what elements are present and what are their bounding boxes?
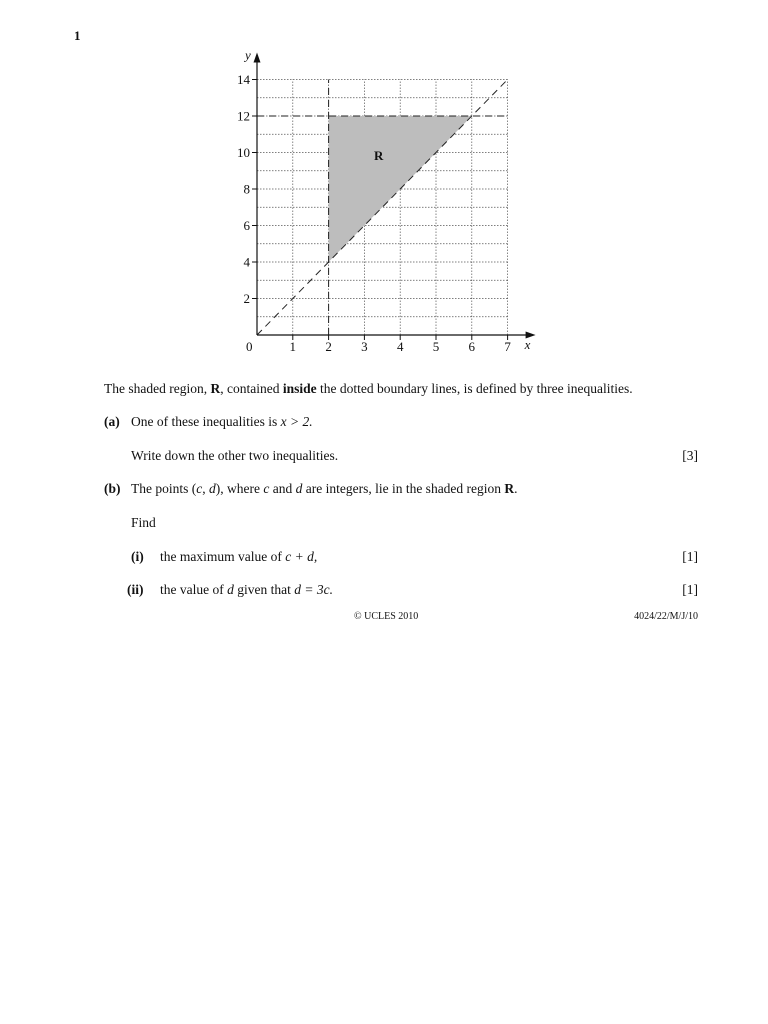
intro-text: The shaded region, R, contained inside the dotted boundary lines, is defined by three inequalities. — [104, 381, 633, 396]
y-tick-label: 8 — [243, 181, 250, 197]
region-graph — [0, 0, 768, 380]
question-number: 1 — [74, 28, 81, 43]
footer-paper-code: 4024/22/M/J/10 — [634, 611, 698, 622]
y-tick-label: 14 — [237, 72, 250, 87]
x-tick-label: 3 — [361, 339, 368, 354]
x-tick-label: 2 — [325, 339, 332, 354]
y-tick-label: 10 — [237, 145, 250, 160]
part-a-label: (a) — [104, 414, 120, 429]
y-axis-label: y — [245, 47, 251, 63]
part-a-instruction: Write down the other two inequalities. — [131, 448, 339, 463]
x-tick-label: 5 — [432, 339, 440, 354]
part-b-i-marks: [1] — [682, 549, 698, 564]
y-tick-label: 6 — [243, 218, 250, 233]
x-axis-label: x — [524, 337, 531, 352]
x-tick-label: 1 — [289, 339, 297, 354]
part-b-ii-label: (ii) — [127, 582, 144, 597]
origin-label: 0 — [246, 339, 253, 354]
footer-copyright: © UCLES 2010 — [354, 611, 419, 622]
x-tick-label: 7 — [504, 339, 511, 354]
part-b-i-text: the maximum value of c + d, — [160, 549, 318, 564]
region-label: R — [374, 147, 384, 163]
part-b-ii-text: the value of d given that d = 3c. — [160, 582, 333, 597]
y-tick-label: 4 — [243, 254, 250, 270]
axes — [254, 53, 536, 339]
part-a-text: One of these inequalities is x > 2. — [131, 414, 313, 429]
part-b-label: (b) — [104, 481, 121, 496]
part-b-i-label: (i) — [131, 549, 144, 564]
x-tick-label: 4 — [396, 339, 404, 354]
y-axis-arrow-icon — [254, 53, 261, 63]
part-b-ii-marks: [1] — [682, 582, 698, 597]
y-tick-label: 12 — [237, 108, 250, 124]
part-a-marks: [3] — [682, 448, 698, 463]
find-text: Find — [131, 515, 156, 530]
x-tick-label: 6 — [468, 339, 476, 354]
y-tick-label: 2 — [243, 291, 250, 306]
part-b-text: The points (c, d), where c and d are integers, lie in the shaded region R. — [131, 481, 518, 496]
